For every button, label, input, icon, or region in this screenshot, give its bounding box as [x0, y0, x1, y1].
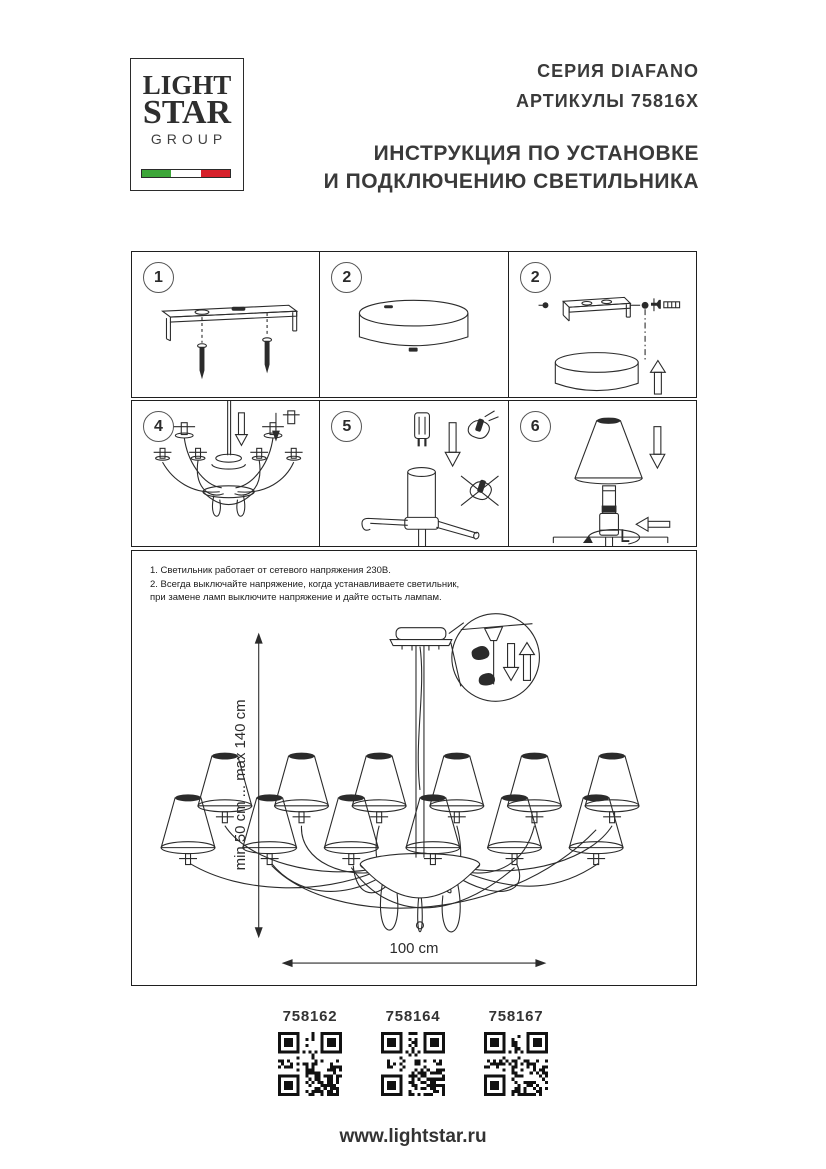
step-number: 2: [530, 268, 540, 286]
step-row-2: [131, 400, 697, 547]
product-code: 758162: [282, 1008, 338, 1025]
series-title: СЕРИЯ DIAFANO: [537, 61, 699, 81]
installation-steps: [131, 251, 697, 547]
instruction-title-line1: ИНСТРУКЦИЯ ПО УСТАНОВКЕ: [373, 142, 699, 165]
product-code: 758164: [385, 1008, 441, 1025]
step-number: 1: [154, 268, 163, 286]
logo-word-light: LIGHT: [142, 70, 232, 100]
product-code: 758167: [488, 1008, 544, 1025]
header: [324, 56, 699, 196]
step-number: 5: [342, 417, 352, 435]
logo-word-group: GROUP: [150, 131, 228, 147]
product-codes: [0, 1008, 826, 1096]
safety-note-line: 2. Всегда выключайте напряжение, когда устанавливаете светильник,: [150, 578, 460, 590]
step-panel-3: [508, 252, 696, 397]
step-badge: [520, 262, 551, 293]
step-number: 2: [342, 268, 352, 286]
qr-code: [278, 1032, 342, 1096]
website-text: www.lightstar.ru: [339, 1126, 487, 1147]
articles-title: АРТИКУЛЫ 75816X: [516, 91, 699, 111]
step-panel-4: [132, 401, 319, 546]
cable-adjuster-detail: [449, 614, 540, 702]
height-dimension-label: min 50 cm ... max 140 cm: [231, 699, 249, 871]
step-panel-2: [319, 252, 507, 397]
product-column: [278, 1008, 342, 1096]
product-column: [381, 1008, 445, 1096]
suspension-rods: [416, 646, 424, 858]
safety-note-line: при замене ламп выключите напряжение и дайте остыть лампам.: [150, 592, 442, 603]
italian-flag-icon: [141, 169, 231, 178]
lightstar-logo: [130, 58, 244, 191]
step-number: 4: [154, 417, 163, 435]
width-dimension: [282, 940, 547, 967]
instruction-title: [324, 140, 699, 196]
up-down-arrows-icon: [504, 643, 535, 681]
step-badge: [143, 411, 174, 442]
safety-note-line: 1. Светильник работает от сетевого напряжения 230В.: [150, 565, 391, 576]
height-dimension: [232, 633, 263, 939]
step-panel-5: [319, 401, 507, 546]
step-number: 6: [530, 417, 540, 435]
logo-word-star: STAR: [142, 94, 232, 131]
step-panel-1: [132, 252, 319, 397]
product-column: [484, 1008, 548, 1096]
width-dimension-label: 100 cm: [389, 940, 439, 958]
step-badge: [520, 411, 551, 442]
step-row-1: [131, 251, 697, 398]
qr-code: [381, 1032, 445, 1096]
instruction-title-line2: И ПОДКЛЮЧЕНИЮ СВЕТИЛЬНИКА: [323, 170, 699, 193]
step-badge: [143, 262, 174, 293]
main-diagram-box: [131, 550, 697, 986]
qr-code: [484, 1032, 548, 1096]
step-panel-6: [508, 401, 696, 546]
hand-icon: [479, 673, 495, 686]
hand-icon: [472, 646, 490, 660]
ceiling-canopy: [390, 628, 452, 651]
chandelier-dimension-diagram: [132, 551, 696, 985]
